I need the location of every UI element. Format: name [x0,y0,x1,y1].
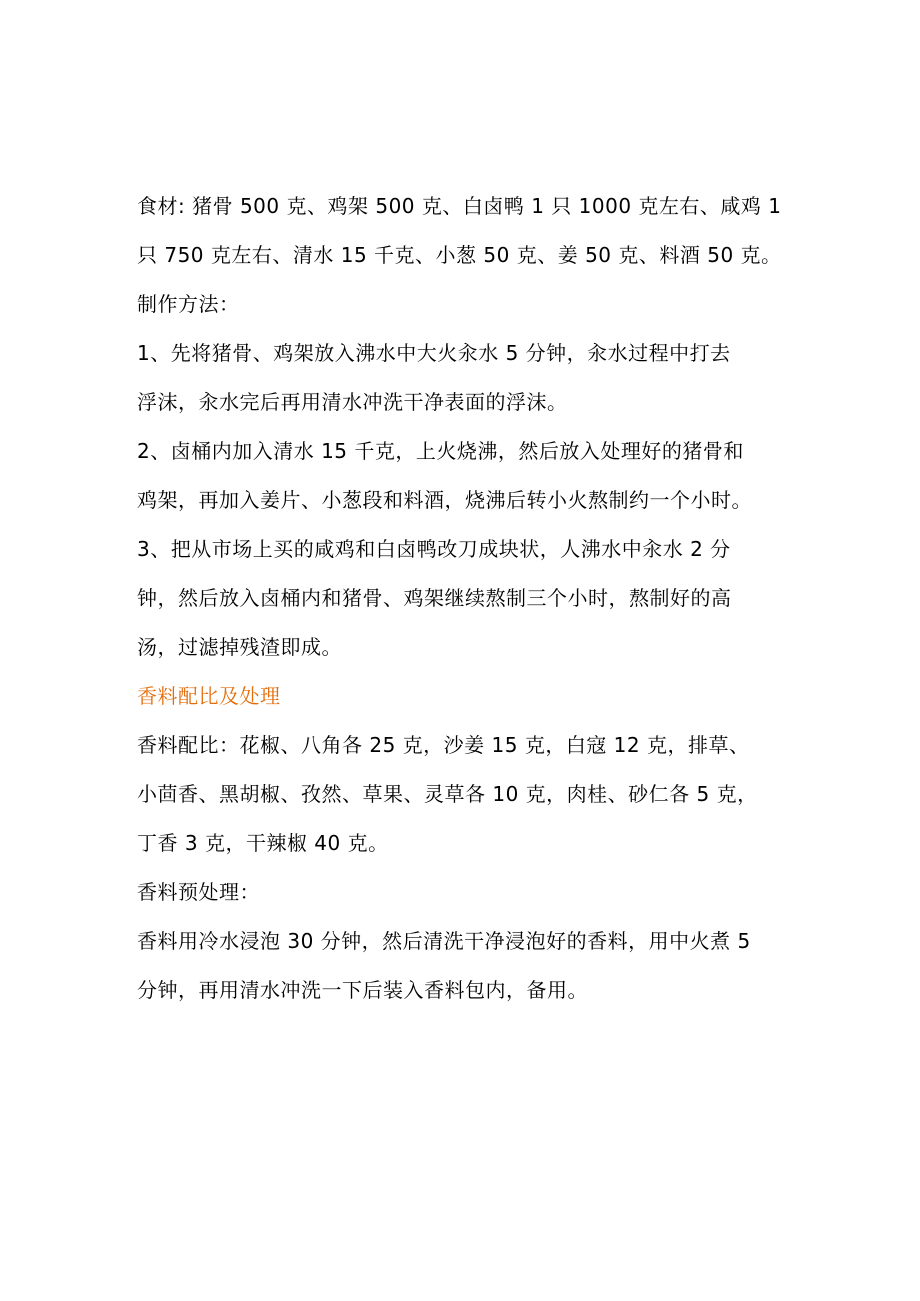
ingredients-paragraph [137,182,787,280]
step-2-paragraph [137,427,787,525]
pretreatment-line: 香料用冷水浸泡 30 分钟，然后清洗干净浸泡好的香料，用中火煮 5 [137,929,751,953]
spice-ratio-paragraph [137,721,787,868]
step-line: 鸡架，再加入姜片、小葱段和料酒，烧沸后转小火熬制约一个小时。 [137,488,752,512]
step-3-paragraph [137,525,787,672]
document-body [137,182,787,1015]
ingredients-line: 食材: 猪骨 500 克、鸡架 500 克、白卤鸭 1 只 1000 克左右、咸鸡 1 [137,194,782,218]
spice-ratio-line: 小茴香、黑胡椒、孜然、草果、灵草各 10 克，肉桂、砂仁各 5 克， [137,782,758,806]
pretreatment-heading: 香料预处理： [137,880,260,904]
step-1-paragraph [137,329,787,427]
pretreatment-paragraph [137,917,787,1015]
pretreatment-line: 分钟，再用清水冲洗一下后装入香料包内，备用。 [137,978,588,1002]
step-line: 1、先将猪骨、鸡架放入沸水中大火汆水 5 分钟，汆水过程中打去 [137,341,731,365]
method-heading: 制作方法： [137,292,240,316]
step-line: 3、把从市场上买的咸鸡和白卤鸭改刀成块状，人沸水中汆水 2 分 [137,537,731,561]
ingredients-line: 只 750 克左右、清水 15 千克、小葱 50 克、姜 50 克、料酒 50 克。 [137,243,782,267]
spice-ratio-line: 香料配比：花椒、八角各 25 克，沙姜 15 克，白寇 12 克，排草、 [137,733,750,757]
spice-ratio-line: 丁香 3 克，干辣椒 40 克。 [137,831,389,855]
step-line: 钟，然后放入卤桶内和猪骨、鸡架继续熬制三个小时，熬制好的高 [137,586,732,610]
spice-section-heading: 香料配比及处理 [137,684,281,708]
step-line: 汤，过滤掉残渣即成。 [137,635,342,659]
step-line: 浮沫，汆水完后再用清水冲洗干净表面的浮沫。 [137,390,568,414]
step-line: 2、卤桶内加入清水 15 千克，上火烧沸，然后放入处理好的猪骨和 [137,439,744,463]
